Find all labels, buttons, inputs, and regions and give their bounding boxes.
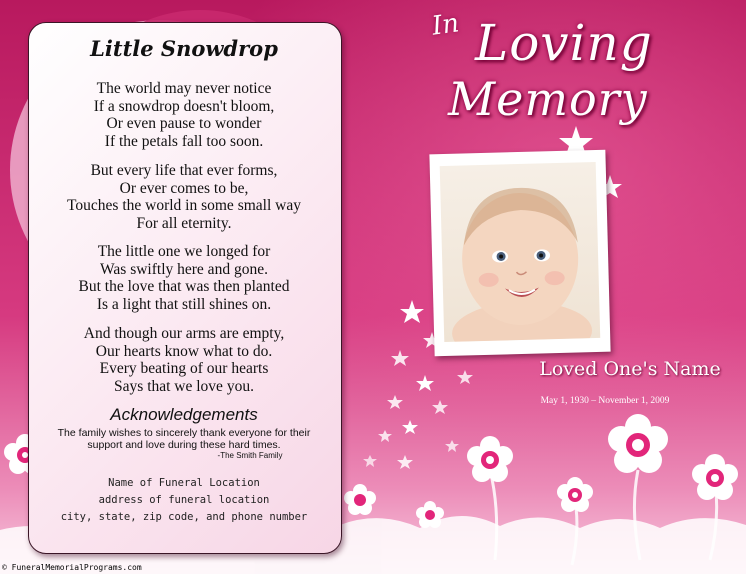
acknowledgements-line: support and love during these hard times. bbox=[87, 439, 281, 451]
location-name: Name of Funeral Location bbox=[108, 477, 260, 489]
poem-line: But every life that ever forms, bbox=[90, 162, 278, 179]
location-city: city, state, zip code, and phone number bbox=[60, 511, 308, 523]
baby-portrait-icon bbox=[440, 162, 601, 342]
poem-line: Every beating of our hearts bbox=[99, 360, 269, 377]
poem-line: And though our arms are empty, bbox=[83, 325, 285, 342]
poem-line: Or even pause to wonder bbox=[106, 115, 262, 132]
poem-line: Says that we love you. bbox=[114, 377, 254, 395]
poem-line: The world may never notice bbox=[96, 80, 272, 97]
poem-stanza bbox=[28, 243, 340, 313]
baby-photo bbox=[440, 162, 601, 342]
poem-line: But the love that was then planted bbox=[78, 278, 290, 295]
copyright-credit: © FuneralMemorialPrograms.com bbox=[2, 563, 142, 572]
poem-line: For all eternity. bbox=[136, 214, 232, 232]
loved-one-name: Loved One's Name bbox=[539, 358, 721, 380]
header-loving: Loving bbox=[475, 14, 653, 72]
poem-line: Was swiftly here and gone. bbox=[100, 260, 268, 278]
header-in: In bbox=[430, 8, 461, 42]
poem-line: Our hearts know what to do. bbox=[95, 342, 273, 360]
poem-line: Is a light that still shines on. bbox=[96, 295, 272, 313]
poem-line: If a snowdrop doesn't bloom, bbox=[93, 97, 275, 115]
acknowledgements-signature: -The Smith Family bbox=[217, 451, 283, 460]
poem-stanza bbox=[28, 162, 340, 232]
acknowledgements-title: Acknowledgements bbox=[110, 405, 258, 424]
poem-title: Little Snowdrop bbox=[90, 36, 278, 61]
poem-line: Or ever comes to be, bbox=[119, 179, 249, 197]
poem-stanza bbox=[28, 80, 340, 150]
poem-stanza bbox=[28, 325, 340, 395]
location-address: address of funeral location bbox=[98, 494, 270, 506]
acknowledgements-line: The family wishes to sincerely thank everyone for their bbox=[57, 427, 311, 439]
poem-line: The little one we longed for bbox=[97, 243, 271, 260]
photo-frame bbox=[429, 150, 610, 357]
poem-line: If the petals fall too soon. bbox=[104, 132, 264, 150]
header-memory: Memory bbox=[448, 72, 648, 126]
acknowledgements-text bbox=[28, 427, 340, 451]
poem-line: Touches the world in some small way bbox=[67, 197, 301, 214]
life-dates: May 1, 1930 – November 1, 2009 bbox=[540, 396, 670, 406]
